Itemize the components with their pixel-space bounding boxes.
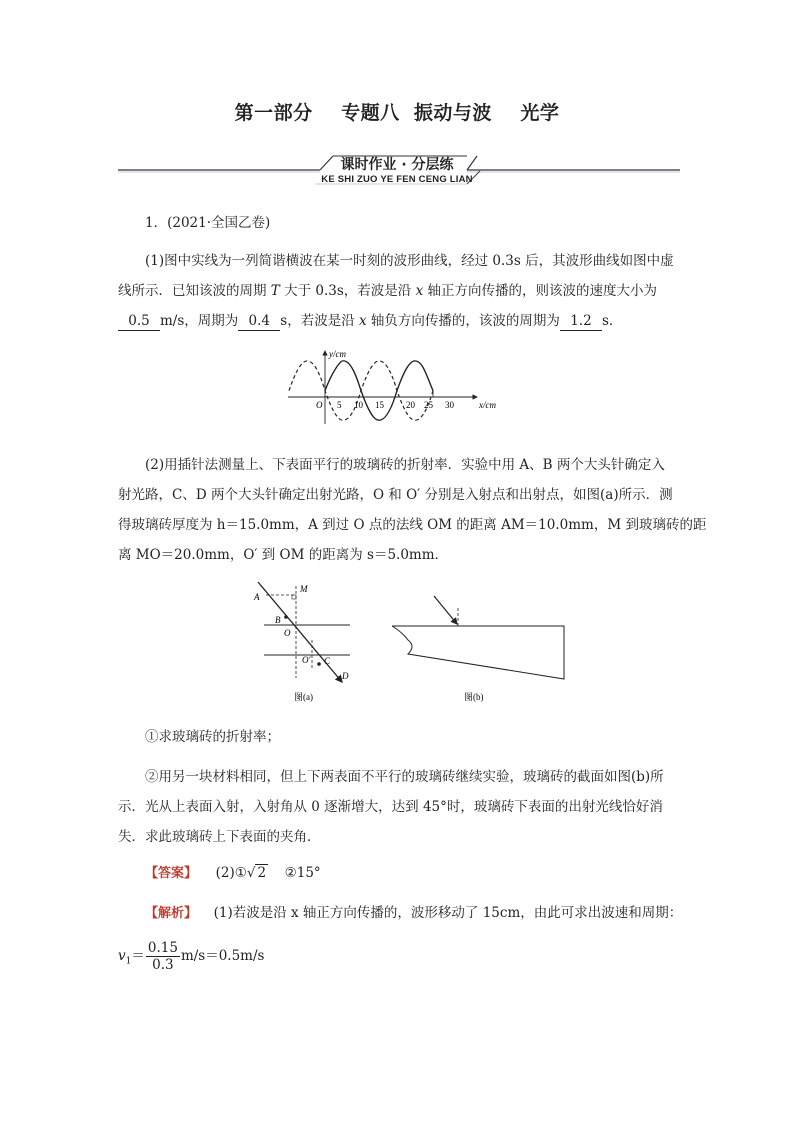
- incident-ray: [434, 596, 457, 624]
- label-a: A: [254, 592, 260, 602]
- pin-c: [317, 662, 321, 666]
- tick-label: 30: [445, 400, 454, 410]
- q2-line4: 离 MO＝20.0mm，O′ 到 OM 的距离为 s＝5.0mm．: [118, 547, 449, 563]
- x-axis-label: x/cm: [479, 400, 496, 410]
- light-ray: [258, 582, 342, 682]
- refraction-figure-b: [382, 590, 567, 702]
- answer-blank-speed[interactable]: 0.5: [118, 312, 160, 331]
- velocity-formula: $v_1=$ $\frac{0.15}{0.3}$ m/s＝0.5m/s: [118, 940, 265, 973]
- sub-question-2-line1: ②用另一块材料相同，但上下两表面不平行的玻璃砖继续实验，玻璃砖的截面如图(b)所: [145, 769, 664, 785]
- q2-line1: (2)用插针法测量上、下表面平行的玻璃砖的折射率．实验中用 A、B 两个大头针确定入: [145, 457, 665, 473]
- sub-question-2-line2: 示．光从上表面入射，入射角从 0 逐渐增大，达到 45°时，玻璃砖下表面的出射光线恰好消: [118, 799, 663, 815]
- wave-graph: [285, 348, 505, 428]
- right-angle-marker: [292, 595, 296, 599]
- label-o-prime: O′: [302, 655, 311, 665]
- q1-line2: 线所示．已知该波的周期 T 大于 0.3s，若波是沿 x 轴正方向传播的，则该波的速度大小为: [118, 283, 658, 299]
- tick-label: 10: [354, 400, 363, 410]
- caption-b: 图(b): [464, 692, 484, 702]
- answer-blank-period[interactable]: 0.4: [238, 312, 280, 331]
- question-number: 1．(2021·全国乙卷): [145, 215, 271, 231]
- answer-line: 【答案】 (2)①√ 2 ②15°: [145, 865, 321, 881]
- origin-label: O: [316, 400, 323, 410]
- label-b: B: [275, 615, 281, 625]
- tick-label: 25: [424, 400, 433, 410]
- sub-question-2-line3: 失．求此玻璃砖上下表面的夹角．: [118, 829, 321, 845]
- fraction: $\frac{0.15}{0.3}$: [147, 940, 178, 973]
- sqrt-symbol: √: [246, 865, 256, 881]
- y-axis-label: y/cm: [329, 349, 346, 359]
- answer-blank-period-negative[interactable]: 1.2: [560, 312, 602, 331]
- label-m: M: [300, 584, 308, 594]
- q1-line1: (1)图中实线为一列简谐横波在某一时刻的波形曲线，经过 0.3s 后，其波形曲线如图中虚: [145, 253, 674, 269]
- label-d: D: [342, 671, 349, 681]
- q2-line3: 得玻璃砖厚度为 h＝15.0mm，A 到过 O 点的法线 OM 的距离 AM＝10.0mm，M 到玻璃砖的距: [118, 517, 707, 533]
- label-o: O: [284, 628, 291, 638]
- q2-line2: 射光路，C、D 两个大头针确定出射光路，O 和 O′ 分别是入射点和出射点，如图(a)所示．测: [118, 487, 673, 503]
- analysis-line: 【解析】 (1)若波是沿 x 轴正方向传播的，波形移动了 15cm，由此可求出波速和周期：: [145, 905, 683, 921]
- banner-subtitle: KE SHI ZUO YE FEN CENG LIAN: [321, 174, 473, 185]
- tick-label: 5: [337, 400, 342, 410]
- page-title: 第一部分 专题八 振动与波 光学: [234, 102, 560, 124]
- solid-wave: [325, 361, 433, 420]
- dashed-wave: [289, 361, 433, 420]
- sub-question-1: ①求玻璃砖的折射率；: [145, 729, 280, 745]
- pin-b: [284, 615, 288, 619]
- banner-title: 课时作业 · 分层练: [340, 157, 454, 173]
- label-c: C: [324, 656, 331, 666]
- glass-cross-section: [392, 626, 564, 679]
- caption-a: 图(a): [294, 692, 313, 702]
- answer-tag: 【答案】: [145, 866, 198, 881]
- analysis-tag: 【解析】: [145, 906, 198, 921]
- tick-label: 20: [406, 400, 415, 410]
- q1-line3: 0.5 m/s，周期为 0.4 s，若波是沿 x 轴负方向传播的，该波的周期为 1.2 s．: [118, 306, 622, 336]
- refraction-figure-a: [248, 578, 368, 703]
- tick-label: 15: [375, 400, 384, 410]
